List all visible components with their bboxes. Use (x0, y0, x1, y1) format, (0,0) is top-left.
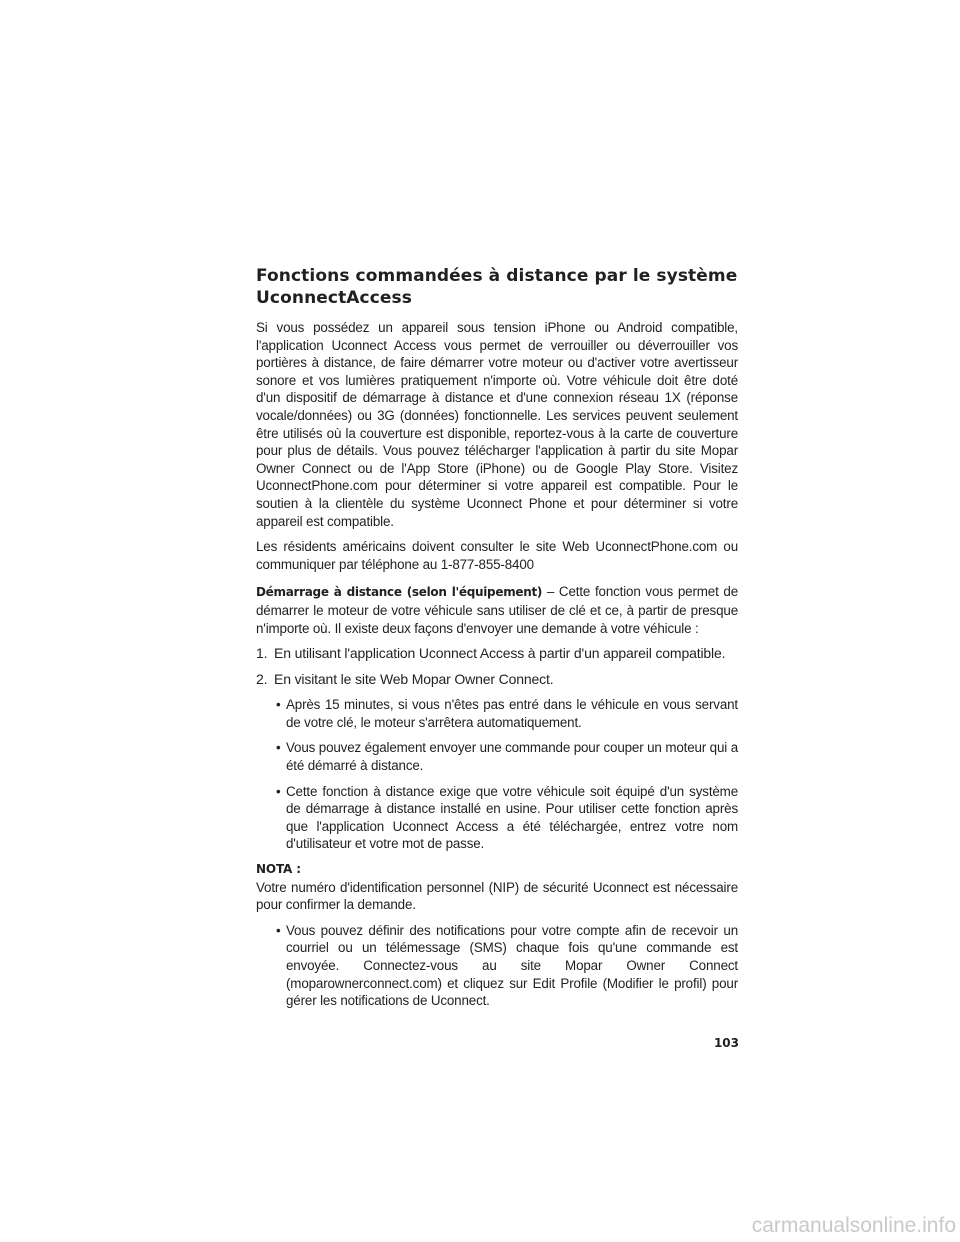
bullet-icon: • (276, 922, 281, 938)
bullet-icon: • (276, 697, 281, 713)
list-text: En visitant le site Web Mopar Owner Connect. (274, 670, 554, 687)
bullet-item (256, 739, 738, 774)
numbered-list (256, 645, 738, 688)
nota-text: Votre numéro d'identification personnel (NIP) de sécurité Uconnect est nécessaire pour confirmer la demande. (256, 879, 738, 913)
list-number: 1. (256, 645, 268, 662)
remote-start-text: – Cette fonction vous permet de démarrer le moteur de votre véhicule sans utiliser de clé et ce, à partir de presque n'importe où. Il existe deux façons d'envoyer une demande à votre véhicule : (256, 584, 739, 636)
bullet-item (256, 922, 738, 1010)
bullet-text: Vous pouvez définir des notifications pour votre compte afin de recevoir un courriel ou un télémessage (SMS) chaque fois qu'une commande est envoyée. Connectez-vous au site Mopar Owner Connect (moparownerconnect.com) et cliquez sur Edit Profile (Modifier le profil) pour gérer les notifications de Uconnect. (286, 922, 738, 1009)
bullet-item (256, 696, 738, 731)
page-number: 103 (713, 1036, 739, 1050)
intro-paragraph: Si vous possédez un appareil sous tension iPhone ou Android compatible, l'application Uconnect Access vous permet de verrouiller ou déverrouiller vos portières à distance, de faire démarrer votre moteur ou d'activer votre avertisseur sonore et vos lumières pratiquement n'importe où. Votre véhicule doit être doté d'un dispositif de démarrage à distance et d'une connexion réseau 1X (réponse vocale/données) ou 3G (données) fonctionnelle. Les services peuvent seulement être utilisés où la couverture est disponible, reportez-vous à la carte de couverture pour plus de détails. Vous pouvez télécharger l'application à partir du site Mopar Owner Connect ou de l'App Store (iPhone) ou de Google Play Store. Visitez UconnectPhone.com pour déterminer si votre appareil est compatible. Pour le soutien à la clientèle du système Uconnect Phone et pour déterminer si votre appareil est compatible. (256, 320, 738, 529)
bullet-icon: • (276, 783, 281, 799)
bullet-text: Cette fonction à distance exige que votre véhicule soit équipé d'un système de démarrage à distance installé en usine. Pour utiliser cette fonction après que l'application Uconnect Access a été téléchargée, entrez votre nom d'utilisateur et votre mot de passe. (286, 783, 738, 852)
bullet-icon: • (276, 740, 281, 756)
page-content (256, 265, 738, 1018)
bullet-text: Vous pouvez également envoyer une commande pour couper un moteur qui a été démarré à distance. (286, 740, 738, 774)
list-item (256, 645, 738, 663)
nota-label: NOTA : (256, 862, 301, 877)
remote-start-paragraph (256, 583, 738, 637)
list-item (256, 671, 738, 689)
bullet-list (256, 696, 738, 853)
bullet-text: Après 15 minutes, si vous n'êtes pas entré dans le véhicule en vous servant de votre clé, le moteur s'arrêtera automatiquement. (286, 697, 738, 730)
section-title: Fonctions commandées à distance par le système UconnectAccess (256, 266, 738, 308)
watermark-logo: carmanualsonline.info (751, 1214, 956, 1237)
contact-paragraph: Les résidents américains doivent consulter le site Web UconnectPhone.com ou communiquer par téléphone au 1-877-855-8400 (256, 539, 738, 572)
nota-bullet-list (256, 922, 738, 1010)
remote-start-heading: Démarrage à distance (selon l'équipement) (256, 585, 543, 600)
list-text: En utilisant l'application Uconnect Access à partir d'un appareil compatible. (274, 645, 726, 662)
bullet-item (256, 783, 738, 853)
list-number: 2. (256, 670, 268, 687)
